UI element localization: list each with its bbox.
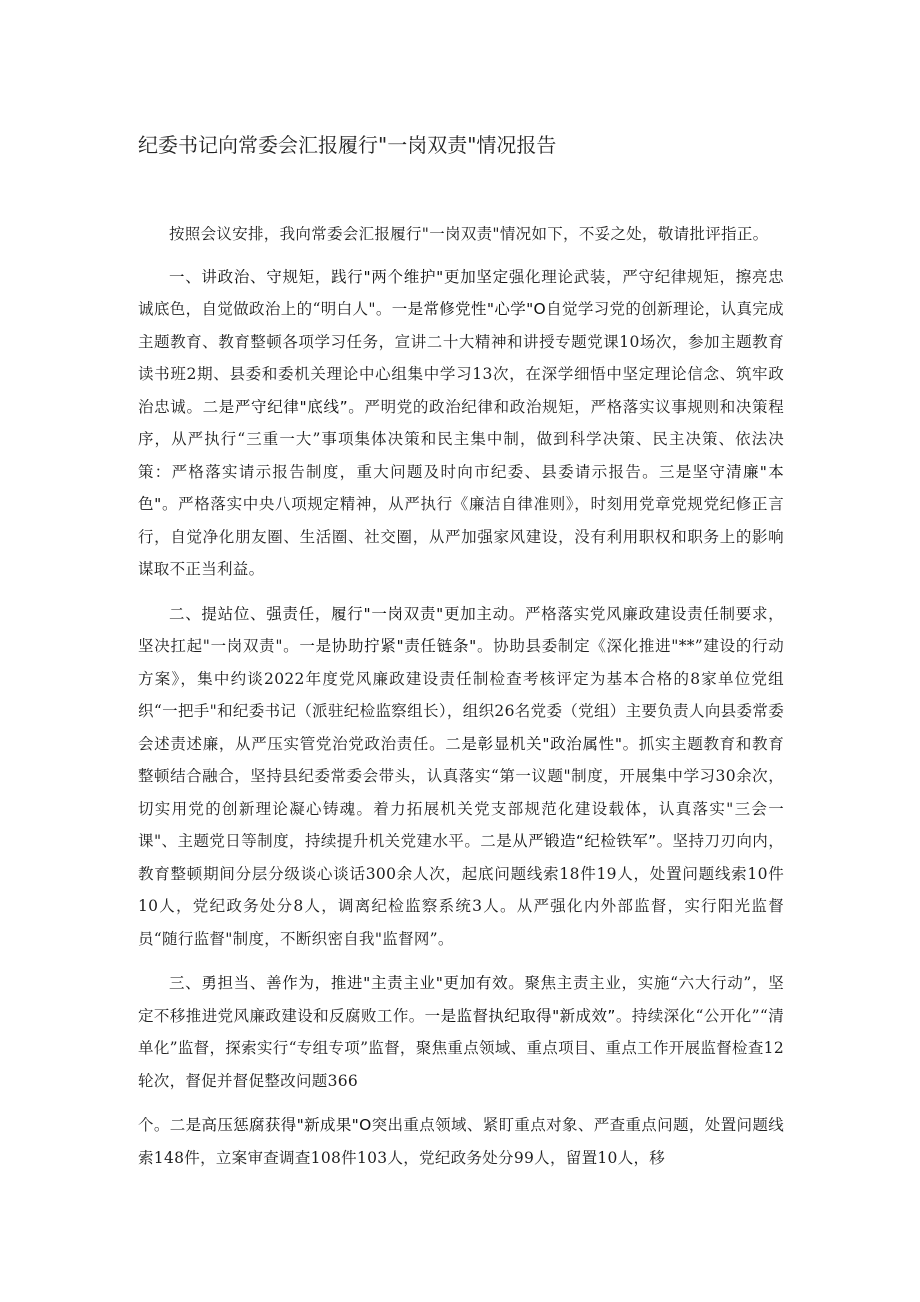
paragraph-lead-phrase: 二是彰显机关"政治属性" [445,734,623,753]
paragraph-text: 突出重点领域、紧盯重点对象、严查重点问题，处置问题线索148件，立案审查调查108件103人，党纪政务处分99人，留置10人，移 [138,1116,784,1167]
paragraph-lead-phrase: 一是常修党性"心学"O [391,300,547,318]
paragraph-text: 。抓实主题教育和教育整顿结合融合，坚持县纪委常委会带头，认真落实“第一议题"制度，开展集中学习30余次，切实用党的创新理论凝心铸魂。着力拓展机关党支部规范化建设载体，认真落实"三会一课"、主题党日等制度，持续提升机关党建水平。 [138,734,784,850]
paragraph-text: 按照会议安排，我向常委会汇报履行"一岗双责"情况如下，不妥之处，敬请批评指正。 [169,225,769,243]
paragraph-lead-phrase: 二是严守纪律"底线” [202,397,348,416]
document-title: 纪委书记向常委会汇报履行"一岗双责"情况报告 [138,133,557,157]
paragraph-text: 。严格落实中央八项规定精神，从严执行《廉洁自律准则》，时刻用党章党规党纪修正言行，自觉净化朋友圈、生活圈、社交圈，从严加强家风建设，没有利用职权和职务上的影响谋取不正当利益。 [138,495,785,578]
paragraph-text: 。严明党的政治纪律和政治规矩，严格落实议事规则和决策程序，从严执行“三重一大”事项集体决策和民主集中制，做到科学决策、民主决策、依法决策：严格落实请示报告制度，重大问题及时向市纪委、县委请示报告。 [138,397,784,481]
body-paragraph [138,261,784,586]
paragraph-lead-phrase: 一、讲政治、守规矩，践行"两个维护"更加坚定 [169,267,509,286]
body-paragraph [138,598,784,956]
paragraph-lead-phrase: 二、提站位、强责任，履行"一岗双责"更加主动 [169,604,509,623]
paragraph-lead-phrase: 二是从严锻造“纪检铁军” [480,832,657,850]
paragraph-text: 。协助县委制定《深化推进"**”建设的行动方案》，集中约谈2022年度党风廉政建设责任制检查考核评定为基本合格的8家单位党组织“一把手"和纪委书记（派驻纪检监察组长），组织26名党委（党组）主要负责人向县委常委会述责述廉，从严压实管党治党政治责任。 [138,637,784,753]
paragraph-text: 个。 [138,1116,170,1134]
paragraph-text: 强化理论武装，严守纪律规矩，擦亮忠诚底色，自觉做政治上的“明白人"。 [138,267,784,318]
body-paragraph [138,1109,784,1174]
paragraph-lead-phrase: 三、勇担当、善作为，推进"主责主业"更加有效 [169,974,509,992]
paragraph-text: 。坚持刀刃向内，教育整顿期间分层分级谈心谈话300余人次，起底问题线索18件19人，处置问题线索10件10人，党纪政务处分8人，调离纪检监察系统3人。从严强化内外部监督，实行阳光监督员“随行监督"制度，不断织密自我"监督网”。 [138,832,784,948]
document-body [138,218,784,1186]
paragraph-lead-phrase: 一是协助拧紧"责任链条" [299,637,477,655]
paragraph-text: 。聚焦主责主业，实施“六大行动”，坚定不移推进党风廉政建设和反腐败工作。 [138,974,784,1025]
body-paragraph [138,967,784,1097]
paragraph-lead-phrase: 二是高压惩腐获得"新成果"O [169,1116,372,1134]
paragraph-text: 。持续深化“公开化”“清单化”监督，探索实行“专组专项”监督，聚焦重点领域、重点项目、重点工作开展监督检查12轮次，督促并督促整改问题366 [138,1006,785,1090]
paragraph-lead-phrase: 三是坚守清廉"本色" [138,462,784,513]
body-paragraph [138,218,784,251]
paragraph-text: 自觉学习党的创新理论，认真完成主题教育、教育整顿各项学习任务，宣讲二十大精神和讲授专题党课10场次，参加主题教育读书班2期、县委和委机关理论中心组集中学习13次，在深学细悟中坚定理论信念、筑牢政治忠诚。 [138,300,784,416]
paragraph-text: 。严格落实党风廉政建设责任制要求，坚决扛起"一岗双责"。 [138,604,784,655]
paragraph-lead-phrase: 一是监督执纪取得"新成效” [424,1006,616,1025]
